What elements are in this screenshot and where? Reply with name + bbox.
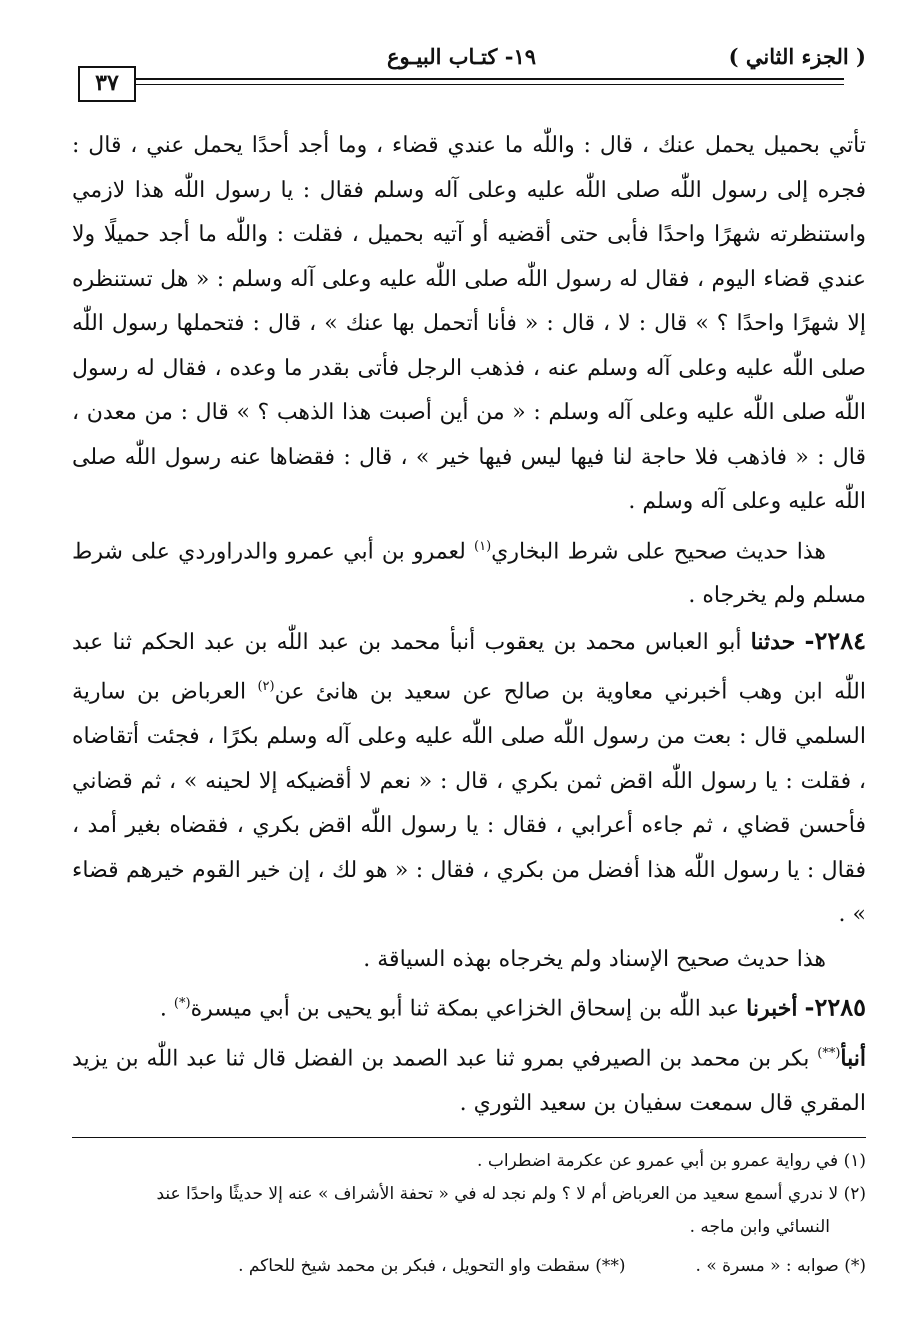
running-header	[78, 44, 866, 76]
footnote-ref-1: (١)	[474, 538, 492, 554]
hadith-text-2285-b: .	[159, 996, 174, 1022]
hadith-2285	[72, 982, 866, 1032]
footnote-2: (٢) لا ندري أسمع سعيد من العرباض أم لا ؟ ولم نجد له في « تحفة الأشراف » عنه إلا حديثًا واحدًا عند	[156, 1184, 866, 1204]
footnote-star: (*) صوابه : « مسرة » .	[695, 1256, 866, 1276]
footnote-1: (١) في رواية عمرو بن أبي عمرو عن عكرمة اضطراب .	[477, 1151, 866, 1171]
page-number-box: ٣٧	[78, 66, 136, 102]
footnote-stars	[72, 1250, 866, 1283]
chapter-title: ١٩- كتـاب البيـوع	[387, 44, 536, 69]
hadith-lead-2284: حدثنا	[750, 628, 796, 655]
hadith-text-2284-b: العرباض بن سارية السلمي قال : بعت من رسول اللّٰه صلى اللّٰه عليه وعلى آله وسلم بكرًا ، فجئت أتقاضاه ، فقلت : يا رسول اللّٰه اقض ثمن بكري ، قال : « نعم لا أقضيكه إلا لحينه » ، ثم قضاني فأحسن قضاي ، ثم جاءه أعرابي ، فقال : يا رسول اللّٰه اقض بكري ، فقضاه بغير أمد ، فقال : يا رسول اللّٰه هذا أفضل من بكري ، فقال : « هو لك ، إن خير القوم خيرهم قضاء » .	[72, 679, 866, 928]
footnote-ref-star: (*)	[173, 996, 191, 1012]
grading-text: هذا حديث صحيح على شرط البخاري	[491, 538, 826, 564]
hadith-number-2284: ٢٢٨٤-	[804, 625, 866, 655]
paragraph-continuation: تأتي بحميل يحمل عنك ، قال : واللّٰه ما عندي قضاء ، وما أجد أحدًا يحمل عني ، قال : فجره إلى رسول اللّٰه صلى اللّٰه عليه وعلى آله وسلم فقال : يا رسول اللّٰه هذا لازمي واستنظرته شهرًا واحدًا فأبى حتى أقضيه أو آتيه بحميل ، فقلت : واللّٰه ما أجد حميلًا ولا عندي قضاء اليوم ، فقال له رسول اللّٰه صلى اللّٰه عليه وعلى آله وسلم : « هل تستنظره إلا شهرًا واحدًا ؟ » قال : لا ، قال : « فأنا أتحمل بها عنك » ، قال : فتحملها رسول اللّٰه صلى اللّٰه عليه وعلى آله وسلم عنه ، فذهب الرجل فأتى بقدر ما وعده ، فقال له رسول اللّٰه صلى اللّٰه عليه وعلى آله وسلم : « من أين أصبت هذا الذهب ؟ » قال : من معدن ، قال : « فاذهب فلا حاجة لنا فيها ليس فيها خير » ، قال : فقضاها عنه رسول اللّٰه صلى اللّٰه عليه وعلى آله وسلم .	[72, 133, 866, 514]
hadith-2284	[72, 619, 866, 938]
hadith-text-2285-a: عبد اللّٰه بن إسحاق الخزاعي بمكة ثنا أبو يحيى بن أبي ميسرة	[190, 996, 747, 1022]
grading-paragraph-1	[72, 525, 866, 619]
isnad-lead: أنبأ	[840, 1045, 866, 1072]
hadith-number-2285: ٢٢٨٥-	[804, 992, 866, 1022]
grading-text-rest: لعمرو بن أبي عمرو والدراوردي على شرط مسلم ولم يخرجاه .	[72, 538, 866, 609]
hadith-lead-2285: أخبرنا	[746, 995, 798, 1022]
header-rule	[136, 78, 844, 80]
isnad-paragraph	[72, 1032, 866, 1126]
footnote-ref-2: (٢)	[257, 679, 275, 695]
footnotes	[72, 1145, 866, 1283]
footnote-rule	[72, 1137, 866, 1138]
isnad-text: بكر بن محمد بن الصيرفي بمرو ثنا عبد الصمد بن الفضل قال ثنا عبد اللّٰه بن يزيد المقري قال سمعت سفيان بن سعيد الثوري .	[72, 1046, 866, 1116]
volume-title: ( الجزء الثاني )	[728, 44, 866, 69]
hadith-text-2284-a: أبو العباس محمد بن يعقوب أنبأ محمد بن عبد اللّٰه بن عبد الحكم ثنا عبد اللّٰه ابن وهب أخبرني معاوية بن صالح عن سعيد بن هانئ عن	[72, 629, 866, 705]
header-rule-thin	[136, 84, 844, 85]
footnote-double-star: (**) سقطت واو التحويل ، فبكر بن محمد شيخ للحاكم .	[238, 1256, 626, 1276]
main-text	[72, 124, 866, 1126]
footnote-2-continuation: النسائي وابن ماجه .	[689, 1217, 830, 1237]
footnote-ref-double-star: (**)	[817, 1045, 841, 1061]
grading-paragraph-2: هذا حديث صحيح الإسناد ولم يخرجاه بهذه السياقة .	[363, 946, 826, 972]
